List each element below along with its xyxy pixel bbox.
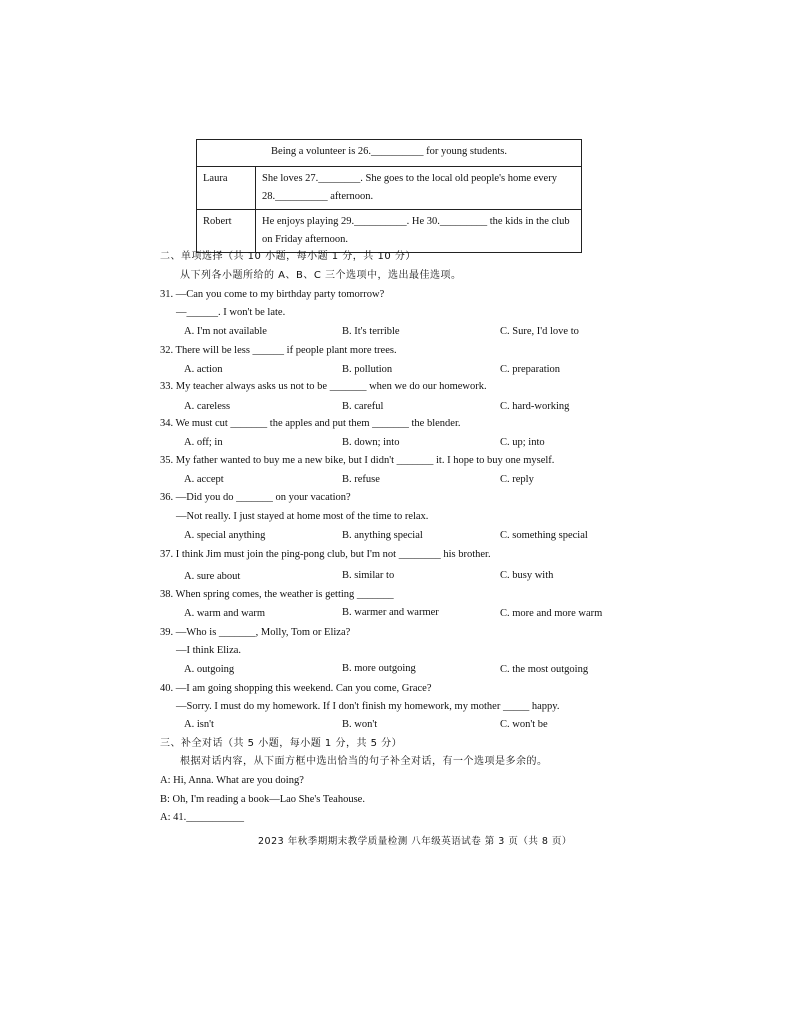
option-b: B. similar to xyxy=(342,570,395,581)
row-line: He enjoys playing 29.__________. He 30._________ the kids in the club xyxy=(262,216,570,227)
question-stem: 40. —I am going shopping this weekend. Can you come, Grace? xyxy=(160,683,432,694)
option-a: A. special anything xyxy=(184,530,266,541)
row-name: Laura xyxy=(197,167,256,210)
question-stem: 34. We must cut _______ the apples and put them _______ the blender. xyxy=(160,418,461,429)
page-footer: 2023 年秋季期期末教学质量检测 八年级英语试卷 第 3 页（共 8 页） xyxy=(258,836,572,847)
option-a: A. isn't xyxy=(184,719,214,730)
volunteer-table xyxy=(196,139,582,253)
option-a: A. accept xyxy=(184,474,224,485)
option-b: B. more outgoing xyxy=(342,663,416,674)
section-instruction: 从下列各小题所给的 A、B、C 三个选项中，选出最佳选项。 xyxy=(180,270,462,281)
option-c: C. busy with xyxy=(500,570,554,581)
dialogue-line: B: Oh, I'm reading a book—Lao She's Teahouse. xyxy=(160,794,365,805)
row-content xyxy=(256,167,582,210)
option-b: B. won't xyxy=(342,719,378,730)
question-stem: 35. My father wanted to buy me a new bike, but I didn't _______ it. I hope to buy one myself. xyxy=(160,455,555,466)
section-title: 二、单项选择（共 10 小题，每小题 1 分，共 10 分） xyxy=(160,251,416,262)
option-c: C. more and more warm xyxy=(500,608,603,619)
question-stem: —I think Eliza. xyxy=(176,645,242,656)
row-name: Robert xyxy=(197,210,256,253)
table-row xyxy=(197,167,582,210)
option-c: C. hard-working xyxy=(500,401,570,412)
option-a: A. sure about xyxy=(184,571,241,582)
option-c: C. preparation xyxy=(500,364,561,375)
option-b: B. warmer and warmer xyxy=(342,607,439,618)
question-stem: 38. When spring comes, the weather is getting _______ xyxy=(160,589,394,600)
option-a: A. warm and warm xyxy=(184,608,266,619)
option-c: C. the most outgoing xyxy=(500,664,589,675)
row-line: 28.__________ afternoon. xyxy=(262,191,374,202)
question-stem: 36. —Did you do _______ on your vacation? xyxy=(160,492,351,503)
option-c: C. Sure, I'd love to xyxy=(500,326,579,337)
row-content xyxy=(256,210,582,253)
section-instruction: 根据对话内容，从下面方框中选出恰当的句子补全对话，有一个选项是多余的。 xyxy=(180,756,548,767)
option-c: C. something special xyxy=(500,530,588,541)
table-header: Being a volunteer is 26.__________ for young students. xyxy=(197,140,582,167)
option-c: C. up; into xyxy=(500,437,545,448)
option-a: A. outgoing xyxy=(184,664,235,675)
option-a: A. I'm not available xyxy=(184,326,267,337)
question-stem: 37. I think Jim must join the ping-pong club, but I'm not ________ his brother. xyxy=(160,549,491,560)
question-stem: 39. —Who is _______, Molly, Tom or Eliza? xyxy=(160,627,351,638)
option-c: C. won't be xyxy=(500,719,548,730)
table-row xyxy=(197,210,582,253)
row-line: She loves 27.________. She goes to the local old people's home every xyxy=(262,173,557,184)
dialogue-line: A: 41.___________ xyxy=(160,812,244,823)
row-line: on Friday afternoon. xyxy=(262,234,349,245)
question-stem: —Not really. I just stayed at home most of the time to relax. xyxy=(176,511,429,522)
question-stem: —Sorry. I must do my homework. If I don't finish my homework, my mother _____ happy. xyxy=(176,701,560,712)
option-b: B. It's terrible xyxy=(342,326,400,337)
option-b: B. careful xyxy=(342,401,384,412)
option-b: B. refuse xyxy=(342,474,380,485)
option-a: A. careless xyxy=(184,401,231,412)
option-b: B. pollution xyxy=(342,364,393,375)
option-c: C. reply xyxy=(500,474,534,485)
option-b: B. down; into xyxy=(342,437,400,448)
dialogue-line: A: Hi, Anna. What are you doing? xyxy=(160,775,304,786)
option-a: A. off; in xyxy=(184,437,223,448)
question-stem: 33. My teacher always asks us not to be _______ when we do our homework. xyxy=(160,381,487,392)
question-stem: —______. I won't be late. xyxy=(176,307,286,318)
section-title: 三、补全对话（共 5 小题，每小题 1 分，共 5 分） xyxy=(160,738,403,749)
option-b: B. anything special xyxy=(342,530,423,541)
option-a: A. action xyxy=(184,364,223,375)
question-stem: 32. There will be less ______ if people plant more trees. xyxy=(160,345,397,356)
question-stem: 31. —Can you come to my birthday party tomorrow? xyxy=(160,289,385,300)
